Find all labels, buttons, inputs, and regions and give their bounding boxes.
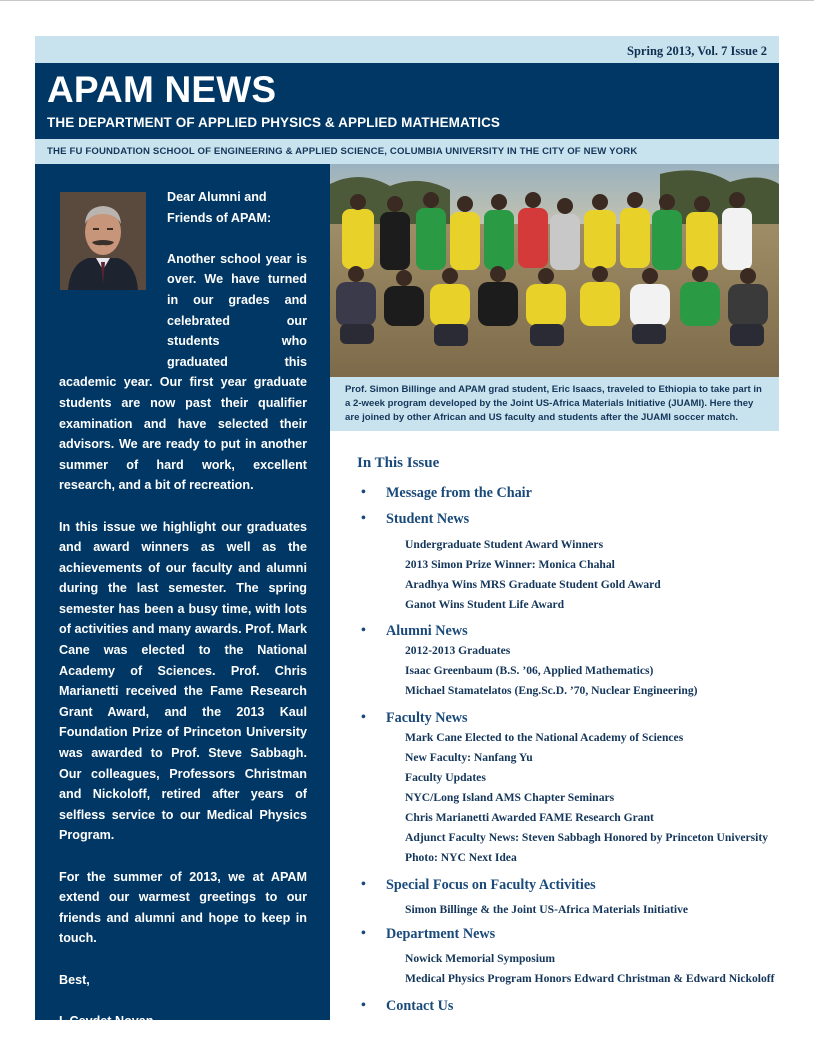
issue-bar (35, 36, 779, 63)
bullet-icon: • (361, 926, 366, 941)
top-rule (0, 0, 814, 1)
toc-subitem[interactable]: Nowick Memorial Symposium (405, 952, 556, 965)
bullet-icon: • (361, 877, 366, 892)
toc-subitem[interactable]: 2012-2013 Graduates (405, 644, 511, 657)
bullet-icon: • (361, 623, 366, 638)
table-of-contents (357, 455, 787, 1016)
toc-item-message-from-chair[interactable]: • Message from the Chair (361, 485, 532, 501)
newsletter-title: APAM NEWS (47, 69, 277, 110)
school-bar (35, 139, 779, 164)
toc-subitem[interactable]: Mark Cane Elected to the National Academy of Sciences (405, 731, 684, 744)
toc-subitem[interactable]: Medical Physics Program Honors Edward Christman & Edward Nickoloff (405, 972, 775, 985)
toc-subitem[interactable]: Chris Marianetti Awarded FAME Research Grant (405, 811, 654, 824)
letter-closing: Best, (59, 972, 90, 987)
letter-paragraph-3: For the summer of 2013, we at APAM extend our warmest greetings to our friends and alumni and hope to keep in touch. (59, 869, 307, 946)
toc-subitem[interactable]: Adjunct Faculty News: Steven Sabbagh Honored by Princeton University (405, 831, 769, 844)
letter-salutation: Dear Alumni and Friends of APAM: (167, 190, 272, 225)
toc-heading: In This Issue (357, 455, 440, 471)
toc-subitems (357, 529, 787, 615)
toc-section-contact-us (357, 996, 787, 1016)
department-name: THE DEPARTMENT OF APPLIED PHYSICS & APPLIED MATHEMATICS (47, 115, 501, 130)
toc-subitem[interactable]: Isaac Greenbaum (B.S. ’06, Applied Mathematics) (405, 664, 654, 677)
toc-item-special-focus[interactable]: • Special Focus on Faculty Activities (361, 877, 596, 893)
photo-caption-box (330, 377, 779, 431)
toc-subitem[interactable]: Michael Stamatelatos (Eng.Sc.D. ’70, Nuclear Engineering) (405, 684, 698, 697)
toc-item-contact-us[interactable]: • Contact Us (361, 998, 454, 1014)
toc-section-message-from-chair (357, 483, 787, 503)
photo-caption: Prof. Simon Billinge and APAM grad student, Eric Isaacs, traveled to Ethiopia to take part in a 2-week program developed by the Joint US-Africa Materials Initiative (JUAMI). Here they are joined by other African and US faculty and students after the JUAMI soccer match. (345, 384, 762, 423)
toc-item-faculty-news[interactable]: • Faculty News (361, 710, 468, 726)
toc-item-student-news[interactable]: • Student News (361, 511, 470, 527)
toc-subitems (357, 944, 787, 989)
toc-subitems (357, 728, 787, 868)
toc-subitem[interactable]: New Faculty: Nanfang Yu (405, 751, 533, 764)
issue-info: Spring 2013, Vol. 7 Issue 2 (627, 44, 767, 58)
toc-subitem[interactable]: NYC/Long Island AMS Chapter Seminars (405, 791, 615, 804)
letter-signature-name: I. Cevdet Noyan (59, 1013, 154, 1028)
toc-subitem[interactable]: Photo: NYC Next Idea (405, 851, 517, 864)
team-photo (330, 164, 779, 377)
chair-letter (35, 164, 330, 1049)
letter-paragraph-2: In this issue we highlight our graduates and award winners as well as the achievements of our faculty and alumni during the last semester. The spring semester has been a busy time, with lots of activities and many awards. Prof. Mark Cane was elected to the National Academy of Sciences. Prof. Chris Marianetti received the Fame Research Grant Award, and the 2013 Kaul Foundation Prize of Princeton University was awarded to Prof. Steve Sabbagh. Our colleagues, Professors Christman and Nickoloff, retired after years of selfless service to our Medical Physics Program. (59, 519, 307, 843)
toc-subitem[interactable]: Undergraduate Student Award Winners (405, 538, 604, 551)
toc-section-alumni-news (357, 621, 787, 701)
toc-section-department-news (357, 924, 787, 989)
toc-item-department-news[interactable]: • Department News (361, 926, 496, 942)
masthead (35, 63, 779, 139)
toc-subitem[interactable]: Ganot Wins Student Life Award (405, 598, 565, 611)
toc-subitem[interactable]: Faculty Updates (405, 771, 486, 784)
toc-subitem[interactable]: 2013 Simon Prize Winner: Monica Chahal (405, 558, 615, 571)
letter-signature-title: Chair, APAM (59, 1034, 134, 1049)
bullet-icon: • (361, 511, 366, 526)
toc-item-alumni-news[interactable]: • Alumni News (361, 623, 468, 639)
toc-subitem[interactable]: Aradhya Wins MRS Graduate Student Gold Award (405, 578, 661, 591)
school-name: THE FU FOUNDATION SCHOOL OF ENGINEERING & APPLIED SCIENCE, COLUMBIA UNIVERSITY IN THE CITY OF NEW YORK (47, 146, 638, 157)
bullet-icon: • (361, 998, 366, 1013)
bullet-icon: • (361, 485, 366, 500)
toc-subitem[interactable]: Simon Billinge & the Joint US-Africa Materials Initiative (405, 903, 689, 916)
toc-section-faculty-news (357, 708, 787, 868)
toc-subitems (357, 895, 787, 920)
letter-body (59, 187, 307, 1052)
letter-paragraph-1: Another school year is over. We have turned in our grades and celebrated our students who graduated this academic year. Our first year graduate students are now past their qualifier examination and have selected their advisors. We are ready to put in another summer of hard work, excellent research, and a bit of recreation. (59, 251, 307, 493)
toc-section-student-news (357, 509, 787, 615)
toc-subitems (357, 641, 787, 701)
bullet-icon: • (361, 710, 366, 725)
toc-section-special-focus (357, 875, 787, 920)
